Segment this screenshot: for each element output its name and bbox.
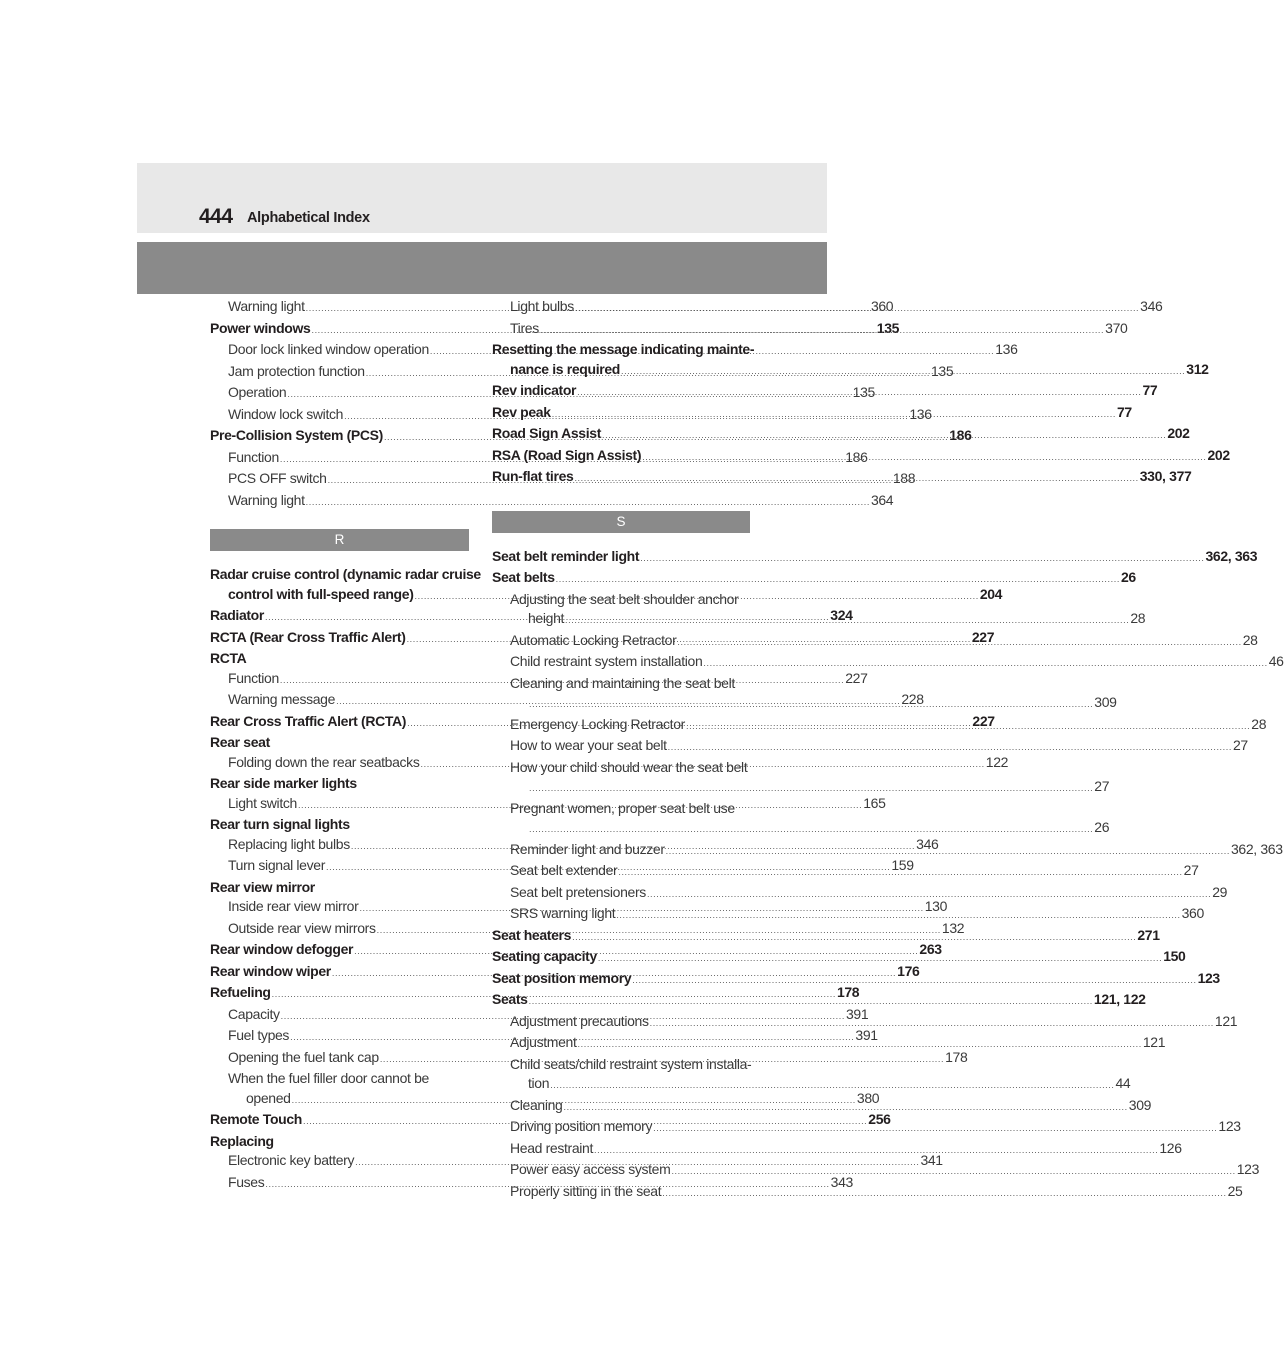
page-reference: 123 <box>1197 969 1220 986</box>
page-reference: 77 <box>1142 382 1158 398</box>
page-reference: 343 <box>830 1173 853 1190</box>
page-reference: 309 <box>1128 1096 1152 1113</box>
dot-leader <box>686 717 1250 737</box>
page-reference: 312 <box>1186 360 1209 377</box>
letter-heading: S <box>492 511 750 533</box>
page-reference: 150 <box>1163 948 1186 964</box>
page-reference: 380 <box>856 1089 880 1106</box>
entry-continuation-row <box>510 818 1110 840</box>
entry-text: Inside rear view mirror <box>228 898 359 914</box>
page-reference: 130 <box>924 898 948 914</box>
page-reference: 123 <box>1236 1161 1260 1177</box>
letter-heading: R <box>210 529 469 551</box>
entry-row <box>492 568 1136 590</box>
dot-leader <box>671 1162 1235 1182</box>
page-reference: 364 <box>870 491 894 508</box>
entry-continuation-row <box>510 777 1110 799</box>
page-reference: 176 <box>897 962 920 979</box>
page-header-band <box>137 163 827 233</box>
entry-row <box>210 649 462 669</box>
page-reference: 362, 363 <box>1205 547 1258 564</box>
entry-text: Power easy access system <box>510 1161 671 1177</box>
header-divider-band <box>137 242 827 294</box>
dot-leader <box>640 549 1204 569</box>
dot-leader <box>575 299 1139 319</box>
entry-text: Rear side marker lights <box>210 775 357 791</box>
entry-text: Replacing light bulbs <box>228 835 350 852</box>
entry-row <box>510 883 1228 905</box>
dot-leader <box>618 863 1182 883</box>
entry-text: Function <box>228 448 279 465</box>
page-reference: 44 <box>1115 1075 1131 1091</box>
entry-row <box>228 491 894 513</box>
entry-text: PCS OFF switch <box>228 470 327 486</box>
page-reference: 227 <box>845 669 868 686</box>
entry-text: Rear Cross Traffic Alert (RCTA) <box>210 712 407 729</box>
entry-text: Adjustment <box>510 1034 577 1050</box>
page-reference: 186 <box>845 448 868 465</box>
dot-leader <box>668 738 1232 758</box>
page-reference: 188 <box>892 470 916 486</box>
entry-text: Seat heaters <box>492 926 572 943</box>
entry-continuation-text: height <box>528 610 565 626</box>
index-entry <box>492 568 1136 590</box>
entry-text: Tires <box>510 319 539 336</box>
dot-leader <box>677 633 1241 653</box>
entry-text: Reminder light and buzzer <box>510 840 665 857</box>
page-reference: 202 <box>1207 446 1230 463</box>
dot-leader <box>529 992 1093 1012</box>
page-reference: 121, 122 <box>1093 991 1146 1007</box>
page-reference: 256 <box>868 1111 891 1127</box>
page-reference: 121 <box>1214 1012 1238 1029</box>
entry-text: Seat belt reminder light <box>492 547 640 564</box>
page-reference: 27 <box>1094 778 1110 794</box>
page-reference: 186 <box>949 427 972 443</box>
entry-text: Rear window defogger <box>210 941 354 957</box>
page-reference: 362, 363 <box>1230 840 1283 857</box>
page-reference: 370 <box>1105 319 1128 336</box>
page-reference: 135 <box>852 384 875 400</box>
page-reference: 28 <box>1242 631 1258 648</box>
entry-text: Head restraint <box>510 1139 594 1156</box>
page-reference: 121 <box>1142 1034 1166 1050</box>
page-number: 444 <box>199 205 233 228</box>
entry-text: Seat belts <box>492 569 555 585</box>
entry-row <box>510 736 1248 758</box>
dot-leader <box>703 654 1267 674</box>
entry-text: Folding down the rear seatbacks <box>228 753 420 770</box>
page-reference: 330, 377 <box>1139 468 1192 484</box>
entry-text: Adjustment precautions <box>510 1012 649 1029</box>
index-entry <box>210 649 462 669</box>
entry-text: SRS warning light <box>510 905 616 921</box>
dot-leader <box>642 448 1206 468</box>
entry-text: Operation <box>228 384 287 400</box>
index-entry <box>210 815 462 835</box>
entry-text: How your child should wear the seat belt <box>510 758 748 775</box>
page-reference: 227 <box>972 712 995 729</box>
entry-row <box>510 1182 1243 1204</box>
entry-text: Outside rear view mirrors <box>228 919 376 936</box>
page-reference: 132 <box>941 919 965 936</box>
section-title: Alphabetical Index <box>247 210 370 226</box>
page-reference: 28 <box>1130 610 1146 626</box>
page-reference: 46 <box>1268 653 1284 669</box>
page-reference: 77 <box>1116 403 1132 420</box>
page-reference: 178 <box>945 1048 968 1065</box>
entry-text: RCTA (Rear Cross Traffic Alert) <box>210 628 406 645</box>
dot-leader <box>574 469 1138 489</box>
dot-leader <box>550 1076 1114 1096</box>
entry-text: Turn signal lever <box>228 857 326 873</box>
dot-leader <box>529 695 1093 715</box>
page-reference: 27 <box>1232 737 1248 753</box>
page-reference: 360 <box>870 298 894 314</box>
entry-text: Run-flat tires <box>492 468 574 484</box>
entry-text: Radar cruise control (dynamic radar cruise <box>210 566 481 582</box>
page-reference: 123 <box>1218 1118 1241 1134</box>
entry-text: Pre-Collision System (PCS) <box>210 427 383 443</box>
entry-text: Rear turn signal lights <box>210 816 350 832</box>
entry-continuation-text: nance is required <box>510 360 620 377</box>
entry-text: Rear window wiper <box>210 962 331 979</box>
dot-leader <box>616 906 1180 926</box>
dot-leader <box>563 1098 1127 1118</box>
page-reference: 341 <box>920 1152 943 1168</box>
page-reference: 309 <box>1094 694 1117 710</box>
page-reference: 27 <box>1183 862 1199 878</box>
page-reference: 135 <box>876 319 900 336</box>
entry-text: How to wear your seat belt <box>510 737 667 753</box>
entry-text: Fuses <box>228 1173 265 1190</box>
entry-continuation-row <box>510 1074 1131 1096</box>
entry-text: Capacity <box>228 1005 280 1022</box>
entry-text: Replacing <box>210 1132 274 1149</box>
page-reference: 159 <box>891 857 914 873</box>
entry-text: Seats <box>492 991 528 1007</box>
entry-text: Electronic key battery <box>228 1152 355 1168</box>
entry-text: Child restraint system installation <box>510 653 703 669</box>
index-entry <box>492 547 1258 569</box>
entry-text: Rev peak <box>492 403 551 420</box>
dot-leader <box>552 405 1116 425</box>
entry-text: Light bulbs <box>510 298 574 314</box>
page-reference: 126 <box>1159 1139 1182 1156</box>
entry-text: Driving position memory <box>510 1118 653 1134</box>
entry-text: Cleaning <box>510 1096 563 1113</box>
page-reference: 26 <box>1120 569 1136 585</box>
entry-row <box>492 547 1258 569</box>
page-reference: 204 <box>979 585 1003 602</box>
entry-continuation-text: tion <box>528 1075 550 1091</box>
dot-leader <box>540 321 1104 341</box>
dot-leader <box>598 949 1162 969</box>
entry-text: Refueling <box>210 984 271 1000</box>
page-reference: 346 <box>1140 298 1163 314</box>
entry-text: Rear seat <box>210 734 270 750</box>
entry-text: Automatic Locking Retractor <box>510 631 677 648</box>
entry-text: Rear view mirror <box>210 878 315 895</box>
entry-row <box>210 1132 462 1152</box>
entry-text: Jam protection function <box>228 362 365 379</box>
index-subentry <box>210 690 924 712</box>
page-reference: 202 <box>1167 425 1190 441</box>
dot-leader <box>529 820 1093 840</box>
dot-leader <box>594 1141 1158 1161</box>
page-reference: 135 <box>931 362 954 379</box>
entry-text: Radiator <box>210 607 264 623</box>
dot-leader <box>621 362 1185 382</box>
index-subentry <box>492 883 1228 905</box>
dot-leader <box>650 1014 1214 1034</box>
entry-text: Resetting the message indicating mainte- <box>492 341 755 357</box>
entry-text: RSA (Road Sign Assist) <box>492 446 642 463</box>
entry-row <box>228 690 924 712</box>
page-reference: 263 <box>919 941 942 957</box>
dot-leader <box>578 1035 1142 1055</box>
page-reference: 228 <box>901 691 924 707</box>
entry-row <box>210 774 462 794</box>
entry-text: Fuel types <box>228 1027 290 1043</box>
entry-text: Light switch <box>228 794 297 811</box>
page-reference: 136 <box>995 341 1018 357</box>
page-reference: 26 <box>1094 819 1110 835</box>
entry-text: Seat belt extender <box>510 862 618 878</box>
index-subentry <box>492 1182 1243 1204</box>
page-reference: 391 <box>845 1005 869 1022</box>
entry-continuation-text: control with full-speed range) <box>228 585 414 602</box>
entry-text: Adjusting the seat belt shoulder anchor <box>510 590 739 607</box>
dot-leader <box>647 885 1211 905</box>
dot-leader <box>572 928 1136 948</box>
entry-text: Function <box>228 669 279 686</box>
entry-text: Window lock switch <box>228 405 344 422</box>
entry-text: Cleaning and maintaining the seat belt <box>510 674 735 691</box>
page-reference: 136 <box>909 405 932 422</box>
entry-text: RCTA <box>210 650 247 666</box>
index-entry <box>210 1132 462 1152</box>
dot-leader <box>653 1119 1217 1139</box>
page-reference: 271 <box>1137 926 1160 943</box>
dot-leader <box>662 1184 1226 1204</box>
entry-text: Seating capacity <box>492 948 597 964</box>
entry-text: Seat position memory <box>492 969 632 986</box>
entry-row <box>210 733 462 753</box>
entry-continuation-text: opened <box>246 1089 291 1106</box>
entry-text: Warning light <box>228 491 305 508</box>
index-entry <box>210 878 462 898</box>
entry-text: Opening the fuel tank cap <box>228 1048 379 1065</box>
index-entry <box>210 774 462 794</box>
page-reference: 178 <box>836 984 860 1000</box>
entry-text: When the fuel filler door cannot be <box>228 1070 429 1086</box>
entry-text: Pregnant women, proper seat belt use <box>510 799 735 816</box>
entry-text: Emergency Locking Retractor <box>510 715 685 732</box>
entry-text: Power windows <box>210 319 311 336</box>
entry-text: Warning message <box>228 691 336 707</box>
entry-row <box>210 815 462 835</box>
entry-text: Child seats/child restraint system installa- <box>510 1055 752 1072</box>
index-subentry <box>492 736 1248 758</box>
entry-text: Warning light <box>228 298 305 314</box>
page-reference: 391 <box>855 1027 878 1043</box>
page-reference: 29 <box>1212 883 1228 900</box>
index-entry <box>210 733 462 753</box>
entry-text: Properly sitting in the seat <box>510 1182 662 1199</box>
entry-text: Door lock linked window operation <box>228 341 429 357</box>
page-reference: 360 <box>1181 905 1204 921</box>
entry-text: Remote Touch <box>210 1111 302 1127</box>
entry-row <box>510 652 1284 674</box>
dot-leader <box>632 971 1196 991</box>
page-reference: 25 <box>1227 1182 1243 1199</box>
entry-text: Seat belt pretensioners <box>510 883 646 900</box>
dot-leader <box>565 611 1129 631</box>
dot-leader <box>556 570 1120 590</box>
entry-row <box>210 878 462 898</box>
page-reference: 227 <box>971 628 995 645</box>
index-subentry <box>210 491 894 513</box>
dot-leader <box>529 779 1093 799</box>
page-reference: 165 <box>863 794 886 811</box>
index-subentry <box>492 652 1284 674</box>
page-reference: 28 <box>1251 715 1267 732</box>
entry-text: Road Sign Assist <box>492 425 602 441</box>
dot-leader <box>666 842 1230 862</box>
page-reference: 324 <box>830 607 853 623</box>
page-reference: 346 <box>916 835 939 852</box>
dot-leader <box>577 383 1141 403</box>
page-reference: 122 <box>985 753 1009 770</box>
dot-leader <box>602 426 1166 446</box>
entry-text: Rev indicator <box>492 382 577 398</box>
